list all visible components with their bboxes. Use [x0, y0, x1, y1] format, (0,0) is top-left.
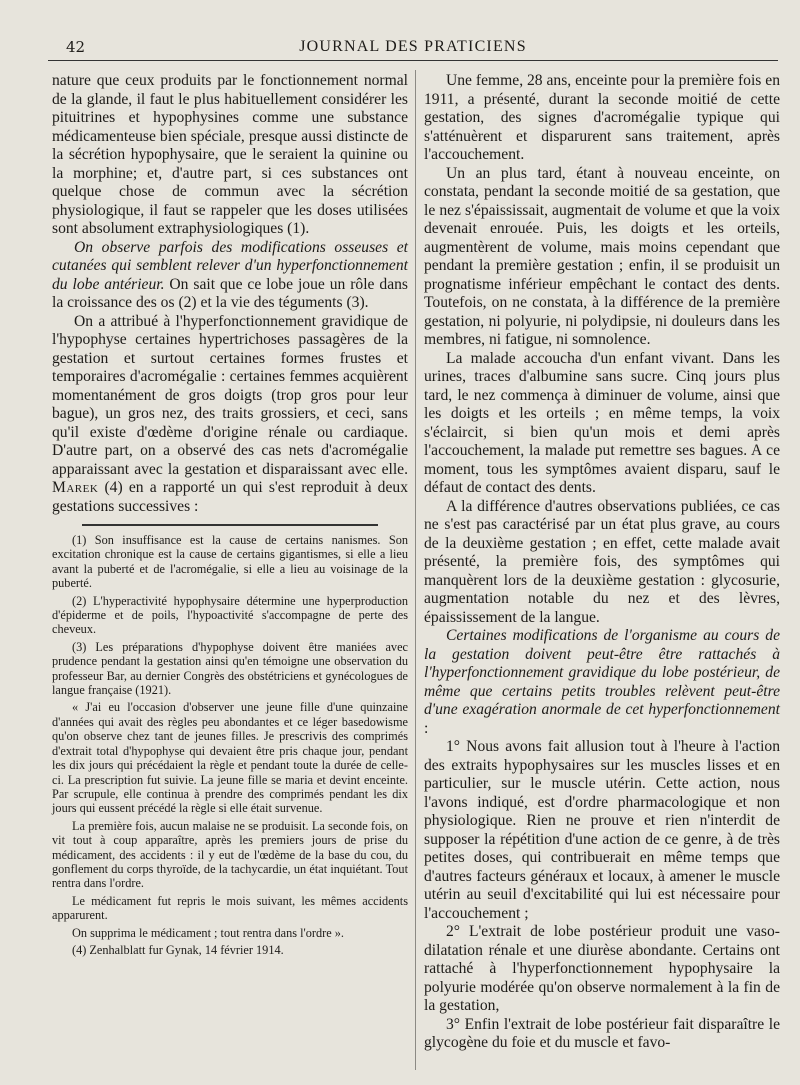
paragraph-text: :	[424, 719, 429, 737]
list-item: 1° Nous avons fait allusion tout à l'heure à l'action des extraits hypophysaires sur les muscles lisses et en particulier, sur le muscle utérin. Cette action, nous l'avons indiqué, est d'ordre pharmacologique et non physiologique. Rien ne prouve et rien n'interdit de supposer la répétition d'une action de ce genre, à de très petites doses, qui contribuerait en même temps que d'autres facteurs généraux et locaux, à amener le muscle utérin au seuil d'excitabilité qui lui est nécessaire pour l'accouchement ;	[424, 738, 780, 922]
italic-lead: On observe parfois des modifications osseuses et cutanées qui semblent relever d'un hyperfonctionnement du lobe antérieur.	[52, 238, 408, 293]
footnote-quote: La première fois, aucun malaise ne se produisit. La seconde fois, on vit tout à coup apparaître, après les premiers jours de prise du médicament, des accidents : il y eut de l'œdème de la base du cou, du gonflement du corps thyroïde, de la tachycardie, un état inquiétant. Tout rentra dans l'ordre.	[52, 818, 408, 891]
footnotes	[52, 533, 408, 957]
paragraph	[424, 627, 780, 738]
footnote-quote: « J'ai eu l'occasion d'observer une jeune fille d'une quinzaine d'années qui avait des règles peu abondantes et ce léger basedowisme qu'on observe chez tant de jeunes filles. Je prescrivis des comprimés d'extrait total d'hypophyse qui devaient être pris chaque jour, pendant les dix jours qui précédaient la règle et pendant toute la durée de celle-ci. La prescription fut suivie. La jeune fille se maria et devint enceinte. Par scrupule, elle continua à prendre des comprimés pendant les dix jours qui eussent précédé la règle si elle était survenue.	[52, 700, 408, 816]
footnote-rule	[82, 524, 378, 526]
paragraph	[52, 239, 408, 313]
footnote-4: (4) Zenhalblatt fur Gynak, 14 février 1914.	[72, 942, 284, 957]
right-body	[424, 72, 780, 1053]
list-item: 3° Enfin l'extrait de lobe postérieur fait disparaître le glycogène du foie et du muscle et favo-	[424, 1015, 780, 1051]
paragraph-text: On sait que ce lobe joue un rôle dans la croissance des os (2) et la vie des téguments (3).	[52, 275, 408, 311]
journal-title: JOURNAL DES PRATICIENS	[299, 38, 527, 55]
paragraph: Un an plus tard, étant à nouveau enceinte, on constata, pendant la seconde moitié de sa gestation, que le nez s'épaississait, augmentait de volume et que la voix devenait enrouée. Puis, les doigts et les orteils, augmentèrent de volume, mais moins cependant que pendant la première gestation ; enfin, il se produisit un prognatisme inférieur empêchant le contact des dents. Toutefois, on ne constata, à la différence de la première gestation, ni polyurie, ni polydipsie, ni douleurs dans les membres, ni fatigue, ni somnolence.	[424, 164, 780, 348]
list-item: 2° L'extrait de lobe postérieur produit une vaso-dilatation rénale et une diurèse abondante. Certains ont rattaché à l'hyperfonctionnement hypophysaire la polyurie modérée qu'on observe normalement à la fin de la gestation,	[424, 923, 780, 1014]
footnote-3: (3) Les préparations d'hypophyse doivent être maniées avec prudence pendant la gestation ainsi qu'en témoigne une observation du professeur Bar, au dernier Congrès des obstétriciens et gynécologues de langue française (1921).	[52, 639, 408, 698]
author-name: Marek	[52, 479, 99, 496]
column-divider	[415, 70, 416, 1070]
paragraph	[52, 313, 408, 517]
page-number: 42	[66, 38, 86, 56]
paragraph-text: On a attribué à l'hyperfonctionnement gravidique de l'hypophyse certaines hypertrichoses passagères de la gestation et surtout certaines formes frustes et temporaires d'acromégalie : certaines femmes acquièrent momentanément de gros doigts (trop gros pour leur bague), un gros nez, des traits grossiers, et ceci, sans qu'il existe d'œdème d'origine rénale ou cardiaque. D'autre part, on a observé des cas nets d'acromégalie apparaissant avec la gestation et disparaissant avec elle.	[52, 312, 408, 478]
left-body	[52, 72, 408, 516]
footnote-quote: On supprima le médicament ; tout rentra dans l'ordre ».	[72, 925, 344, 940]
left-column	[52, 72, 408, 957]
footnote-quote: Le médicament fut repris le mois suivant, les mêmes accidents apparurent.	[52, 893, 408, 923]
footnote-2: (2) L'hyperactivité hypophysaire détermine une hyperproduction d'épiderme et de poils, l'hypoactivité s'accompagne de perte des cheveux.	[52, 593, 408, 637]
right-column	[424, 72, 780, 1053]
paragraph-text: (4) en a rapporté un qui s'est reproduit à deux gestations successives :	[52, 479, 408, 515]
paragraph: nature que ceux produits par le fonctionnement normal de la glande, il faut le plus habituellement considérer les pituitrines et hypophysines comme une substance médicamenteuse bien spéciale, presque aussi distincte de la sécrétion hypophysaire, que le seraient la quinine ou la morphine; et, d'autre part, si ces substances ont quelque chose de commun avec la sécrétion physiologique, il faut se rappeler que les doses utilisées sont absolument extraphysiologiques (1).	[52, 72, 408, 237]
header-rule	[48, 60, 778, 61]
paragraph: La malade accoucha d'un enfant vivant. Dans les urines, traces d'albumine sans sucre. Cinq jours plus tard, le nez commença à diminuer de volume, ainsi que les doigts et les orteils ; en même temps, la voix s'éclaircit, si bien qu'un mois et demi après l'accouchement, la malade put remettre ses bagues. A ce moment, tous les symptômes avaient disparu, sauf le défaut de contact des dents.	[424, 349, 780, 496]
paragraph: Une femme, 28 ans, enceinte pour la première fois en 1911, a présenté, durant la seconde moitié de cette gestation, des signes d'acromégalie typique qui s'atténuèrent et disparurent sans traitement, après l'accouchement.	[424, 72, 780, 163]
footnote-1: (1) Son insuffisance est la cause de certains nanismes. Son excitation chronique est la cause de certains gigantismes, si elle a lieu avant la puberté et de l'acromégalie, si elle a lieu au voisinage de la puberté.	[52, 533, 408, 591]
italic-lead: Certaines modifications de l'organisme au cours de la gestation doivent peut-être être rattachés à l'hyperfonctionnement gravidique du lobe postérieur, de même que certains petits troubles relèvent peut-être d'une exagération anormale de cet hyperfonctionnement	[424, 627, 780, 718]
paragraph: A la différence d'autres observations publiées, ce cas ne s'est pas caractérisé par un état plus grave, au cours de la deuxième gestation ; en effet, cette malade avait présenté, la première fois, des symptômes qui manquèrent lors de la deuxième gestation : glycosurie, augmentation notable du nez et des lèvres, épaississement de la langue.	[424, 497, 780, 626]
page-header	[48, 36, 778, 56]
